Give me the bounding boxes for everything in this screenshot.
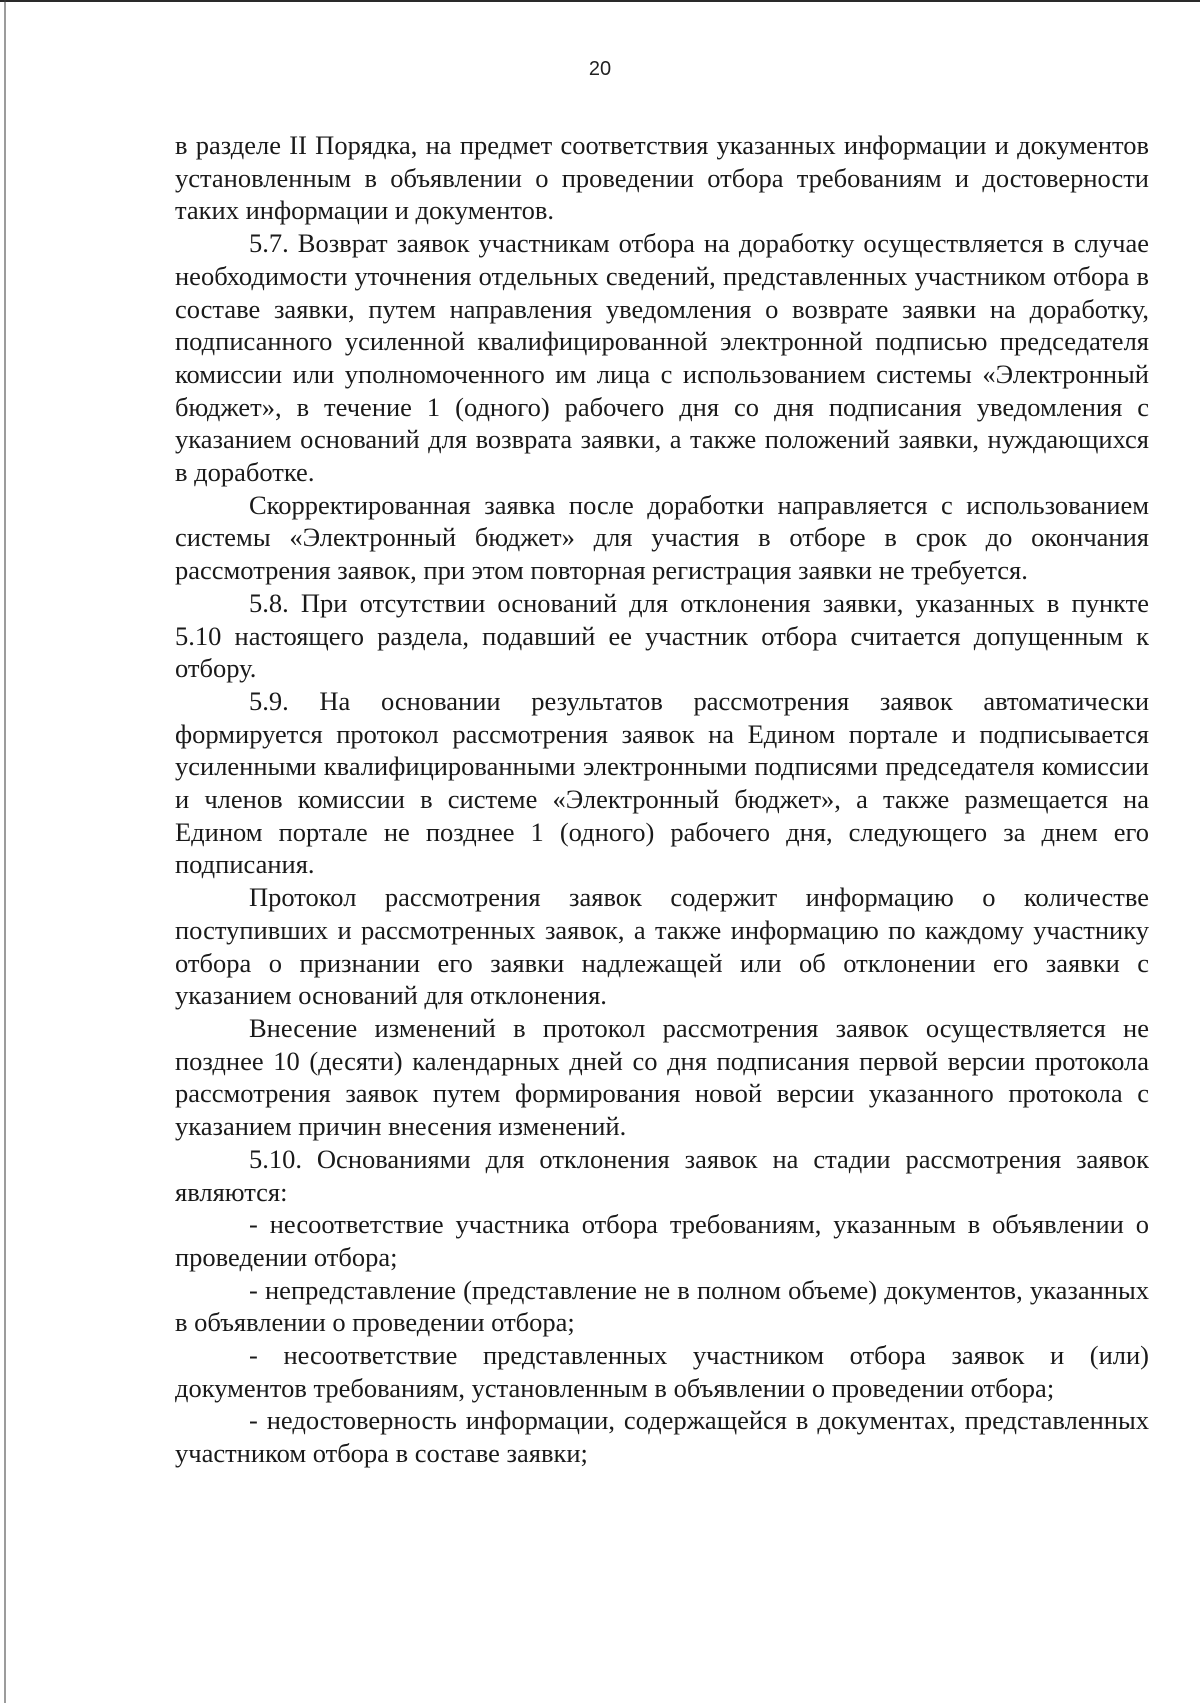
list-item-documents-missing: - непредставление (представление не в полном объеме) документов, указанных в объявлении о проведении отбора; [175, 1274, 1149, 1338]
paragraph-continuation: в разделе II Порядка, на предмет соответствия указанных информации и документов установленным в объявлении о проведении отбора требованиям и достоверности таких информации и документов. [175, 130, 1149, 226]
list-item-requirements-mismatch: - несоответствие участника отбора требованиям, указанным в объявлении о проведении отбора; [175, 1209, 1149, 1272]
list-item-documents-mismatch: - несоответствие представленных участником отбора заявок и (или) документов требованиям, установленным в объявлении о проведении отбора; [175, 1340, 1149, 1403]
paragraph-protocol-content: Протокол рассмотрения заявок содержит информацию о количестве поступивших и рассмотренных заявок, а также информацию по каждому участнику отбора о признании его заявки надлежащей или об отклонении его заявки с указанием оснований для отклонения. [175, 882, 1149, 1011]
paragraph-5-10: 5.10. Основаниями для отклонения заявок на стадии рассмотрения заявок являются: [175, 1143, 1149, 1207]
paragraph-protocol-changes: Внесение изменений в протокол рассмотрения заявок осуществляется не позднее 10 (десяти) календарных дней со дня подписания первой версии протокола рассмотрения заявок путем формирования новой версии указанного протокола с указанием причин внесения изменений. [175, 1012, 1149, 1142]
document-body [175, 129, 1149, 1470]
page-number: 20 [588, 58, 612, 80]
paragraph-5-7: 5.7. Возврат заявок участникам отбора на доработку осуществляется в случае необходимости уточнения отдельных сведений, представленных участником отбора в составе заявки, путем направления уведомления о возврате заявки на доработку, подписанного усиленной квалифицированной электронной подписью председателя комиссии или уполномоченного им лица с использованием системы «Электронный бюджет», в течение 1 (одного) рабочего дня со дня подписания уведомления с указанием оснований для возврата заявки, а также положений заявки, нуждающихся в доработке. [175, 228, 1149, 488]
list-item-unreliable-information: - недостоверность информации, содержащейся в документах, представленных участником отбора в составе заявки; [175, 1405, 1149, 1469]
paragraph-corrected-application: Скорректированная заявка после доработки направляется с использованием системы «Электронный бюджет» для участия в отборе в срок до окончания рассмотрения заявок, при этом повторная регистрация заявки не требуется. [175, 489, 1149, 586]
scan-edge-top [0, 0, 1200, 2]
paragraph-5-9: 5.9. На основании результатов рассмотрения заявок автоматически формируется протокол рассмотрения заявок на Едином портале и подписывается усиленными квалифицированными электронными подписями председателя комиссии и членов комиссии в системе «Электронный бюджет», а также размещается на Едином портале не позднее 1 (одного) рабочего дня, следующего за днем его подписания. [175, 685, 1149, 880]
scan-edge-left [4, 0, 6, 1703]
paragraph-5-8: 5.8. При отсутствии оснований для отклонения заявки, указанных в пункте 5.10 настоящего раздела, подавший ее участник отбора считается допущенным к отбору. [175, 587, 1149, 684]
